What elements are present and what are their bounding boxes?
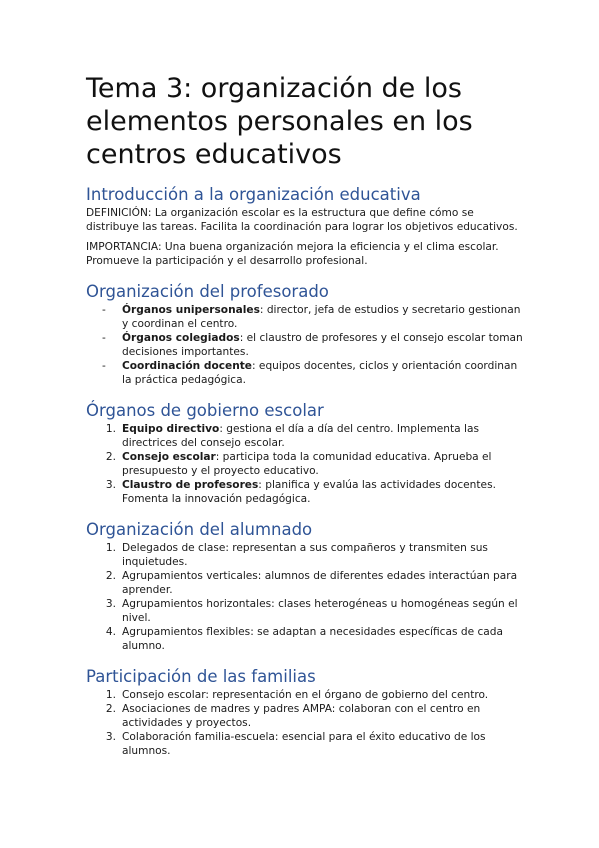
list-marker: 3. [105, 598, 116, 610]
list-marker: - [102, 360, 106, 372]
item-text: Colaboración familia-escuela: esencial para el éxito educativo de los alumnos. [122, 731, 486, 757]
item-text: : el claustro de profesores y el consejo escolar toman decisiones importantes. [122, 332, 523, 358]
list-marker: 3. [105, 731, 116, 743]
list-marker: 2. [105, 570, 116, 582]
item-term: Equipo directivo [122, 423, 220, 435]
list-marker: 3. [105, 479, 116, 491]
item-text: : planifica y evalúa las actividades docentes. Fomenta la innovación pedagógica. [122, 479, 496, 505]
item-term: Consejo escolar [122, 451, 216, 463]
list-marker: 1. [105, 689, 116, 701]
list-item [86, 331, 526, 359]
page-title: Tema 3: organización de los elementos personales en los centros educativos [86, 73, 473, 170]
list-marker: - [102, 304, 106, 316]
list-item [86, 688, 526, 702]
item-text: Agrupamientos horizontales: clases heterogéneas u homogéneas según el nivel. [122, 598, 518, 624]
item-term: Claustro de profesores [122, 479, 259, 491]
list-item [86, 359, 526, 387]
item-term: Órganos unipersonales [122, 304, 260, 316]
gobierno-list [86, 422, 526, 506]
list-item [86, 569, 526, 597]
list-item [86, 597, 526, 625]
profesorado-list [86, 303, 526, 387]
list-marker: 2. [105, 703, 116, 715]
section-heading-alumnado: Organización del alumnado [86, 520, 313, 539]
document-page [86, 72, 526, 764]
item-text: Agrupamientos verticales: alumnos de diferentes edades interactúan para aprender. [122, 570, 518, 596]
item-text: : participa toda la comunidad educativa. Aprueba el presupuesto y el proyecto educativo. [122, 451, 492, 477]
section-heading-familias: Participación de las familias [86, 667, 316, 686]
list-item [86, 625, 526, 653]
list-marker: - [102, 332, 106, 344]
list-item [86, 702, 526, 730]
alumnado-list [86, 541, 526, 653]
item-text: : gestiona el día a día del centro. Implementa las directrices del consejo escolar. [122, 423, 479, 449]
list-item [86, 730, 526, 758]
section-heading-profesorado: Organización del profesorado [86, 282, 329, 301]
section-heading-introduccion: Introducción a la organización educativa [86, 185, 421, 204]
definicion-paragraph: DEFINICIÓN: La organización escolar es la estructura que define cómo se distribuye las tareas. Facilita la coordinación para lograr los objetivos educativos. [86, 207, 518, 233]
item-text: Asociaciones de madres y padres AMPA: colaboran con el centro en actividades y proyectos. [122, 703, 481, 729]
list-item [86, 541, 526, 569]
item-term: Órganos colegiados [122, 332, 240, 344]
item-text: Delegados de clase: representan a sus compañeros y transmiten sus inquietudes. [122, 542, 488, 568]
item-text: Consejo escolar: representación en el órgano de gobierno del centro. [122, 689, 489, 701]
list-marker: 1. [105, 542, 116, 554]
list-marker: 1. [105, 423, 116, 435]
item-text: : equipos docentes, ciclos y orientación coordinan la práctica pedagógica. [122, 360, 518, 386]
list-item [86, 478, 526, 506]
item-term: Coordinación docente [122, 360, 252, 372]
section-heading-gobierno: Órganos de gobierno escolar [86, 401, 324, 420]
familias-list [86, 688, 526, 758]
item-text: Agrupamientos flexibles: se adaptan a necesidades específicas de cada alumno. [122, 626, 504, 652]
importancia-paragraph: IMPORTANCIA: Una buena organización mejora la eficiencia y el clima escolar. Promueve la participación y el desarrollo profesional. [86, 241, 499, 267]
list-item [86, 450, 526, 478]
list-item [86, 303, 526, 331]
item-text: : director, jefa de estudios y secretario gestionan y coordinan el centro. [122, 304, 521, 330]
list-marker: 2. [105, 451, 116, 463]
list-marker: 4. [105, 626, 116, 638]
list-item [86, 422, 526, 450]
